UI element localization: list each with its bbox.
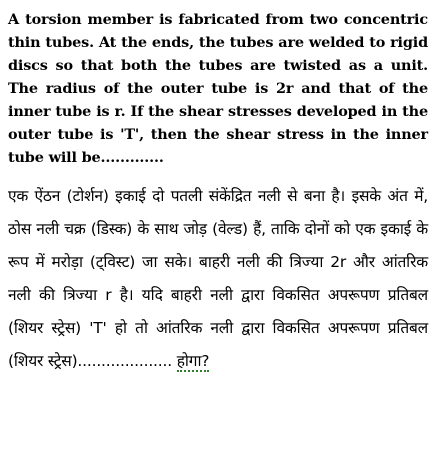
question-text-hindi-body: एक ऐंठन (टोर्शन) इकाई दो पतली संकेंद्रित नली से बना है। इसके अंत में, ठोस नली चक्र (डिस्क) के साथ जोड़ (वेल्ड) हैं, ताकि दोनों को एक इकाई के रूप में मरोड़ा (ट्विस्ट) जा सके। बाहरी नली की त्रिज्या 2r और आंतरिक नली की त्रिज्या r है। यदि बाहरी नली द्वारा विकसित अपरूपण प्रतिबल (शियर स्ट्रेस) 'T' हो तो आंतरिक नली द्वारा विकसित अपरूपण प्रतिबल (शियर स्ट्रेस).................... (8, 187, 428, 370)
question-text-hindi-last-word: होगा? (176, 352, 210, 370)
question-text-hindi (8, 180, 428, 378)
question-text-english: A torsion member is fabricated from two concentric thin tubes. At the ends, the tubes are welded to rigid discs so that both the tubes are twisted as a unit. The radius of the outer tube is 2r and that of the inner tube is r. If the shear stresses developed in the outer tube is 'T', then the shear stress in the inner tube will be............. (8, 11, 428, 166)
